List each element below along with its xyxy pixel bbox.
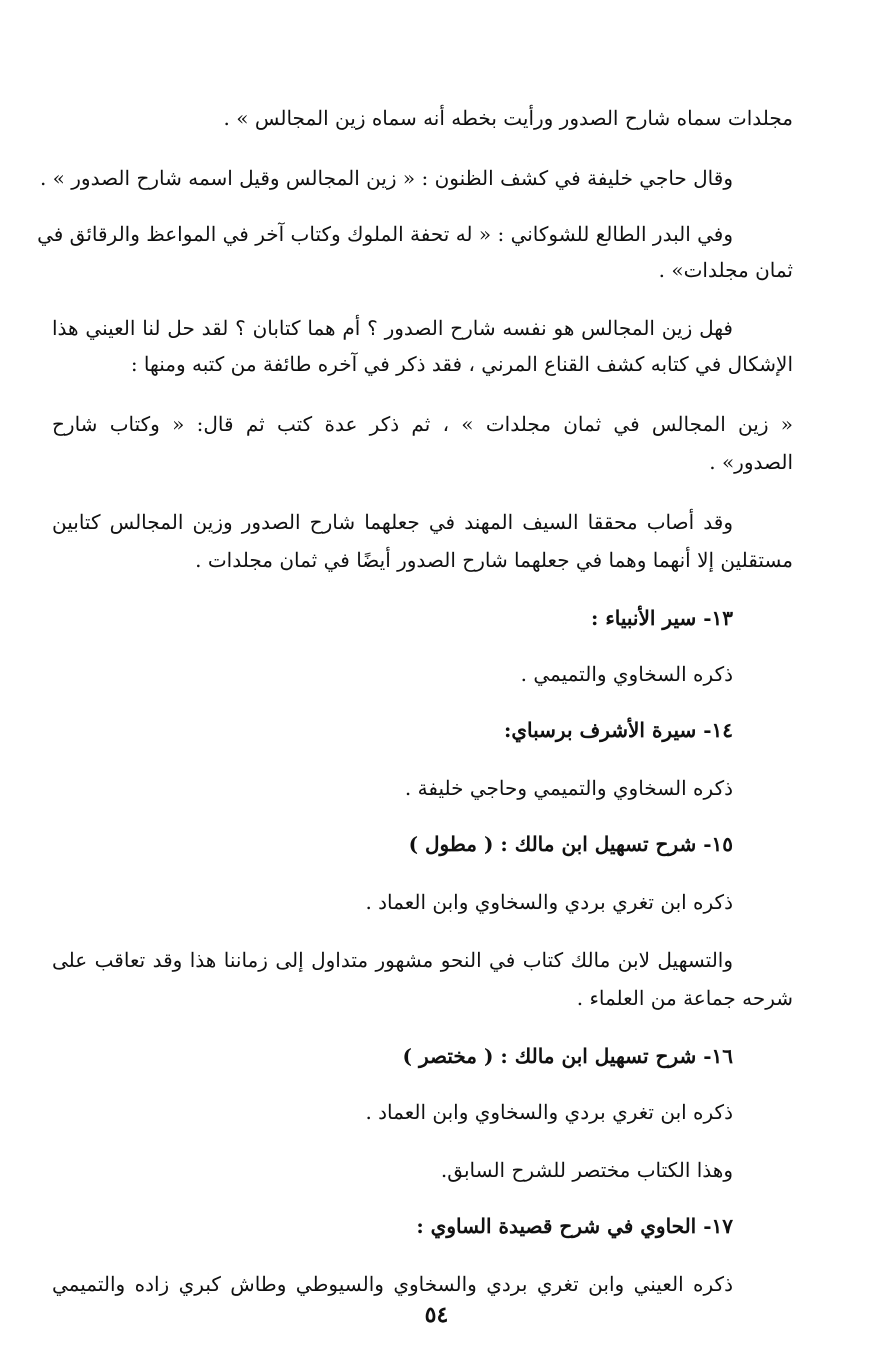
text-line: الإشكال في كتابه كشف القناع المرني ، فقد ذكر في آخره طائفة من كتبه ومنها : bbox=[130, 352, 793, 376]
item-heading: ١٧- الحاوي في شرح قصيدة الساوي : bbox=[416, 1214, 733, 1238]
text-line: ثمان مجلدات» . bbox=[658, 258, 793, 282]
text-line: فهل زين المجالس هو نفسه شارح الصدور ؟ أم هما كتابان ؟ لقد حل لنا العيني هذا bbox=[52, 316, 733, 340]
text-line: وفي البدر الطالع للشوكاني : « له تحفة الملوك وكتاب آخر في المواعظ والرقائق في bbox=[37, 222, 733, 246]
page-number: ٥٤ bbox=[424, 1302, 449, 1328]
text-line: « زين المجالس في ثمان مجلدات » ، ثم ذكر عدة كتب ثم قال: « وكتاب شارح bbox=[52, 412, 793, 436]
text-line: شرحه جماعة من العلماء . bbox=[576, 986, 793, 1010]
item-heading: ١٤- سيرة الأشرف برسباي: bbox=[504, 718, 733, 742]
text-line: وقد أصاب محققا السيف المهند في جعلهما شارح الصدور وزين المجالس كتابين bbox=[52, 510, 733, 534]
text-line: ذكره ابن تغري بردي والسخاوي وابن العماد . bbox=[365, 890, 733, 914]
item-heading: ١٥- شرح تسهيل ابن مالك : ( مطول ) bbox=[408, 832, 733, 856]
text-line: ذكره السخاوي والتميمي . bbox=[520, 662, 733, 686]
item-heading: ١٣- سير الأنبياء : bbox=[591, 606, 733, 630]
text-line: ذكره السخاوي والتميمي وحاجي خليفة . bbox=[404, 776, 733, 800]
text-line: وقال حاجي خليفة في كشف الظنون : « زين المجالس وقيل اسمه شارح الصدور » . bbox=[39, 166, 733, 190]
text-line: مستقلين إلا أنهما وهما في جعلهما شارح الصدور أيضًا في ثمان مجلدات . bbox=[195, 548, 793, 572]
text-line: والتسهيل لابن مالك كتاب في النحو مشهور متداول إلى زماننا هذا وقد تعاقب على bbox=[52, 948, 733, 972]
text-line: ذكره ابن تغري بردي والسخاوي وابن العماد . bbox=[365, 1100, 733, 1124]
text-line: ذكره العيني وابن تغري بردي والسخاوي والسيوطي وطاش كبري زاده والتميمي bbox=[52, 1272, 733, 1296]
text-line: وهذا الكتاب مختصر للشرح السابق. bbox=[440, 1158, 733, 1182]
item-heading: ١٦- شرح تسهيل ابن مالك : ( مختصر ) bbox=[402, 1044, 733, 1068]
text-line: مجلدات سماه شارح الصدور ورأيت بخطه أنه سماه زين المجالس » . bbox=[223, 106, 793, 130]
text-line: الصدور» . bbox=[709, 450, 793, 474]
